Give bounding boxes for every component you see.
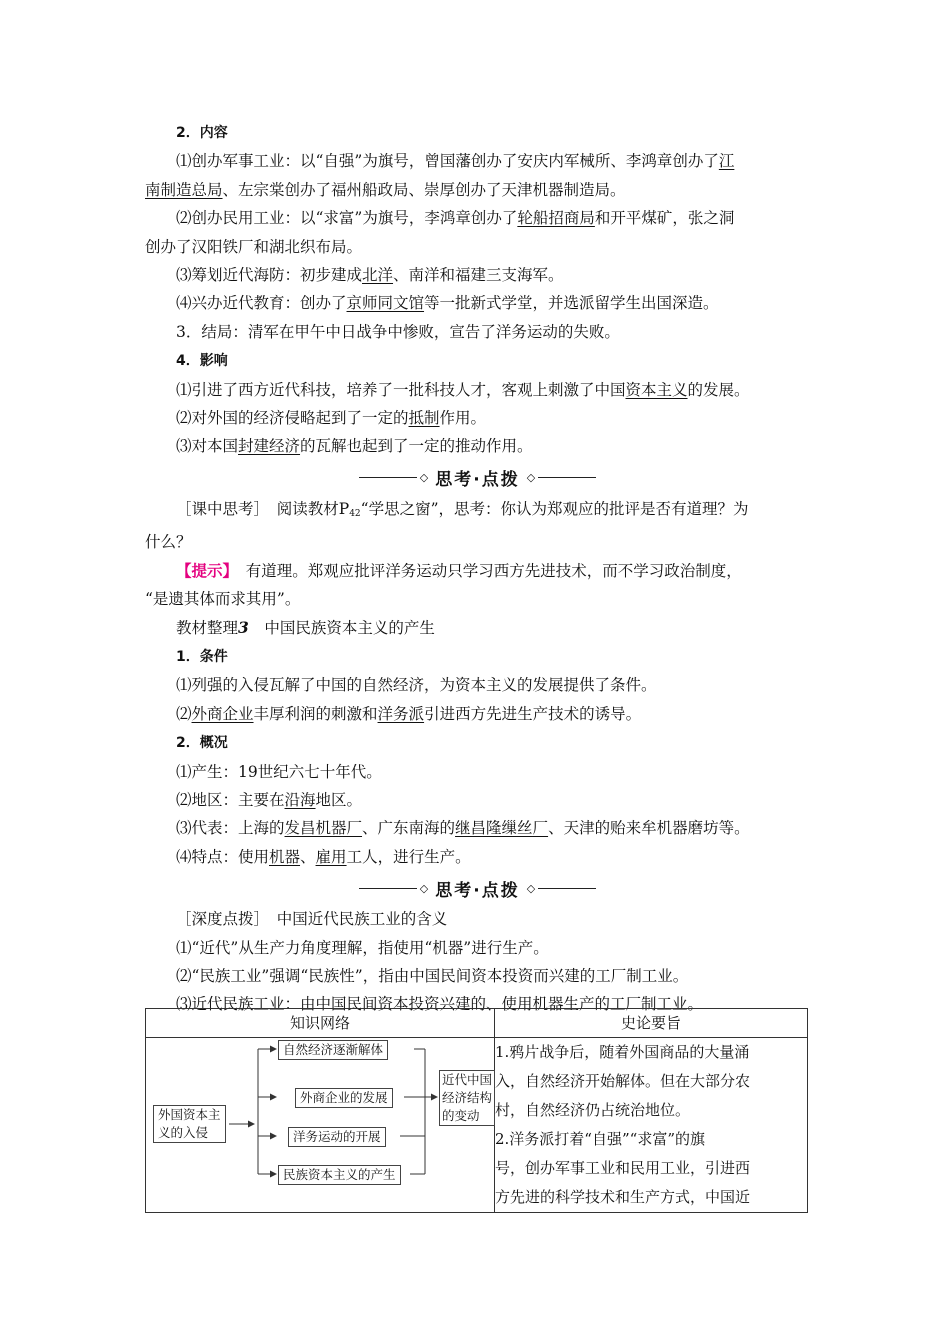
underlined-term: 沿海 — [284, 790, 316, 809]
divider-rule — [359, 477, 417, 478]
underlined-term: 轮船招商局 — [517, 209, 595, 228]
deep-paragraph-1: ⑴“近代”从生产力角度理解，指使用“机器”进行生产。 — [176, 938, 549, 957]
page-content — [145, 118, 810, 1019]
conditions-paragraph-1: ⑴列强的入侵瓦解了中国的自然经济，为资本主义的发展提供了条件。 — [176, 676, 657, 695]
summary-line: 入，自然经济开始解体。但在大部分农 — [495, 1072, 751, 1090]
content-paragraph-2-cont: 创办了汉阳铁厂和湖北织布局。 — [145, 237, 363, 256]
deep-heading: ［深度点拨］ 中国近代民族工业的含义 — [176, 910, 448, 929]
underlined-term: 继昌隆缫丝厂 — [455, 819, 549, 838]
overview-paragraph-3: ⑶代表：上海的发昌机器厂、广东南海的继昌隆缫丝厂、天津的贻来牟机器磨坊等。 — [176, 819, 750, 838]
table-header-summary: 史论要旨 — [495, 1009, 808, 1038]
result-node: 近代中国 经济结构 的变动 — [439, 1070, 495, 1126]
section-4-title: 4．影响 — [176, 353, 228, 370]
underlined-term: 雇用 — [315, 847, 347, 866]
underlined-term: 江 — [718, 152, 735, 171]
knowledge-table — [145, 1008, 808, 1213]
summary-line: 方先进的科学技术和生产方式，中国近 — [495, 1188, 751, 1206]
class-question-cont: 什么？ — [145, 533, 192, 552]
content-paragraph-1-cont: 南制造总局、左宗棠创办了福州船政局、崇厚创办了天津机器制造局。 — [145, 180, 626, 199]
diamond-icon: ◇ — [419, 881, 429, 895]
impact-paragraph-3: ⑶对本国封建经济的瓦解也起到了一定的推动作用。 — [176, 437, 533, 456]
knowledge-diagram — [146, 1038, 494, 1203]
knowledge-network-cell — [146, 1038, 495, 1213]
branch-node: 民族资本主义的产生 — [278, 1165, 401, 1185]
branch-node: 洋务运动的开展 — [288, 1127, 386, 1147]
summary-line: 村，自然经济仍占统治地位。 — [495, 1101, 691, 1119]
underlined-term: 外商企业 — [191, 704, 254, 723]
impact-paragraph-1: ⑴引进了西方近代科技，培养了一批科技人才，客观上刺激了中国资本主义的发展。 — [176, 380, 750, 399]
diamond-icon: ◇ — [526, 881, 536, 895]
class-question: ［课中思考］ 阅读教材$P_{42}“$学思之窗”，思考：你认为郑观应的批评是否有道理？为 — [176, 499, 749, 519]
root-node: 外国资本主 义的入侵 — [153, 1105, 226, 1143]
overview-paragraph-4: ⑷特点：使用机器、雇用工人，进行生产。 — [176, 847, 471, 866]
deep-paragraph-2: ⑵“民族工业”强调“民族性”，指由中国民间资本投资而兴建的工厂制工业。 — [176, 966, 689, 985]
summary-line: 2.洋务派打着“自强”“求富”的旗 — [495, 1130, 705, 1148]
diamond-icon: ◇ — [526, 471, 536, 485]
underlined-term: 封建经济 — [238, 437, 301, 456]
underlined-term: 京师同文馆 — [346, 294, 425, 313]
content-paragraph-3: ⑶筹划近代海防：初步建成北洋、南洋和福建三支海军。 — [176, 266, 564, 285]
overview-paragraph-1: ⑴产生：19世纪六七十年代。 — [176, 762, 382, 781]
hint-tag: 【提示】 — [176, 560, 231, 580]
summary-line: 号，创办军事工业和民用工业，引进西 — [495, 1159, 751, 1177]
conditions-title: 1．条件 — [176, 648, 228, 665]
overview-title: 2．概况 — [176, 735, 228, 752]
impact-paragraph-2: ⑵对外国的经济侵略起到了一定的抵制作用。 — [176, 409, 487, 428]
conditions-paragraph-2: ⑵外商企业丰厚利润的刺激和洋务派引进西方先进生产技术的诱导。 — [176, 704, 642, 723]
underlined-term: 发昌机器厂 — [284, 819, 363, 838]
branch-node: 外商企业的发展 — [295, 1088, 393, 1108]
hint-paragraph: 【提示】 有道理。郑观应批评洋务运动只学习西方先进技术，而不学习政治制度， — [176, 560, 742, 580]
underlined-term: 北洋 — [362, 266, 394, 285]
summary-line: 1.鸦片战争后，随着外国商品的大量涌 — [495, 1043, 750, 1061]
branch-node: 自然经济逐渐解体 — [278, 1040, 388, 1060]
underlined-term: 抵制 — [408, 409, 440, 428]
content-paragraph-1: ⑴创办军事工业：以“自强”为旗号，曾国藩创办了安庆内军械所、李鸿章创办了江 — [176, 152, 735, 171]
content-paragraph-4: ⑷兴办近代教育：创办了京师同文馆等一批新式学堂，并选派留学生出国深造。 — [176, 294, 719, 313]
summary-cell — [495, 1038, 808, 1213]
divider-rule — [359, 888, 417, 889]
divider-rule — [538, 888, 596, 889]
diamond-icon: ◇ — [419, 471, 429, 485]
underlined-term: 洋务派 — [377, 704, 425, 723]
divider-rule — [538, 477, 596, 478]
think-divider — [145, 871, 810, 905]
divider-label: 思考·点拨 — [435, 470, 520, 491]
hint-paragraph-cont: “是遗其体而求其用”。 — [145, 590, 301, 609]
deep-paragraph-3: ⑶近代民族工业：由中国民间资本投资兴建的、使用机器生产的工厂制工业。 — [176, 995, 704, 1014]
underlined-term: 资本主义 — [625, 380, 688, 399]
overview-paragraph-2: ⑵地区：主要在沿海地区。 — [176, 790, 363, 809]
divider-label: 思考·点拨 — [435, 880, 520, 901]
underlined-term: 机器 — [269, 847, 301, 866]
content-paragraph-2: ⑵创办民用工业：以“求富”为旗号，李鸿章创办了轮船招商局和开平煤矿，张之洞 — [176, 209, 735, 228]
section-2-title: 2．内容 — [176, 125, 228, 141]
section-3-outcome: 3．结局：清军在甲午中日战争中惨败，宣告了洋务运动的失败。 — [176, 322, 620, 341]
think-divider — [145, 461, 810, 495]
underlined-term: 南制造总局 — [145, 180, 223, 199]
table-header-network: 知识网络 — [146, 1009, 495, 1038]
material-heading: 教材整理3 中国民族资本主义的产生 — [176, 617, 435, 637]
